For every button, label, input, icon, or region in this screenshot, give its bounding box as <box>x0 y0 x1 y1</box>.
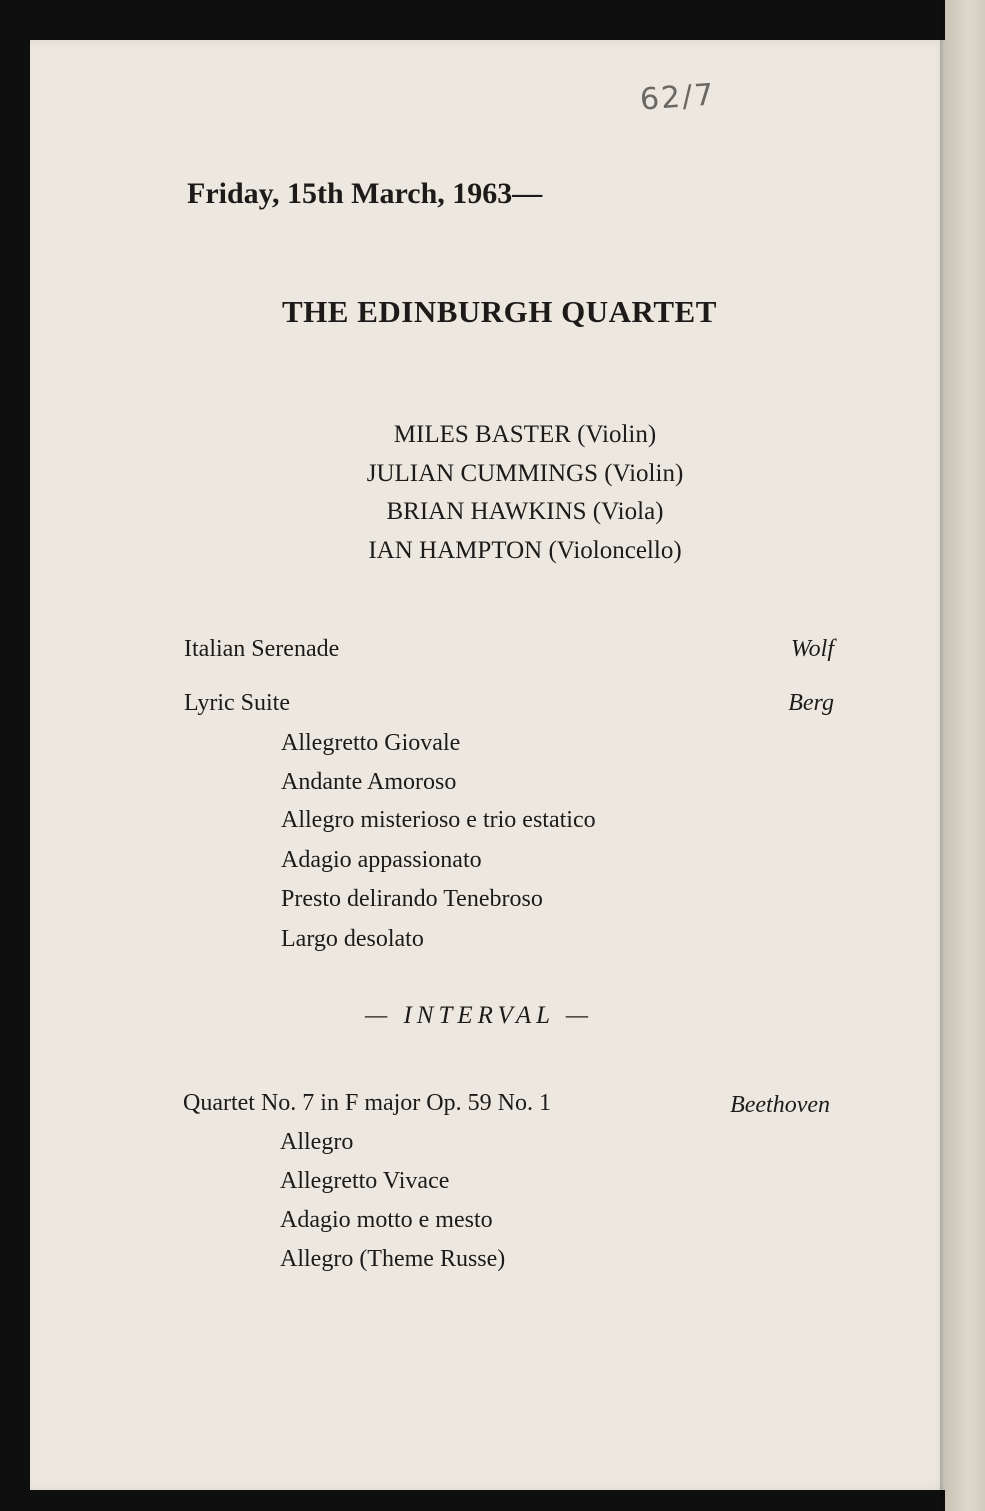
work-composer: Berg <box>788 690 834 716</box>
programme-page <box>30 40 948 1490</box>
performer-list <box>30 416 980 570</box>
concert-date: Friday, 15th March, 1963— <box>187 177 543 210</box>
movement-item: Adagio motto e mesto <box>280 1207 493 1233</box>
work-title: Quartet No. 7 in F major Op. 59 No. 1 <box>183 1090 551 1116</box>
movement-item: Presto delirando Tenebroso <box>281 886 543 912</box>
interval-divider: — INTERVAL — <box>365 1002 594 1029</box>
adjacent-page-edge <box>945 0 985 1511</box>
movement-item: Adagio appassionato <box>281 847 482 873</box>
work-title: Italian Serenade <box>184 636 340 662</box>
performer-item: JULIAN CUMMINGS (Violin) <box>366 459 684 487</box>
work-title: Lyric Suite <box>184 690 290 716</box>
ensemble-title: THE EDINBURGH QUARTET <box>282 294 717 329</box>
work-composer: Wolf <box>790 636 834 662</box>
movement-item: Allegro misterioso e trio estatico <box>281 807 596 833</box>
performer-item: IAN HAMPTON (Violoncello) <box>368 536 682 564</box>
movement-item: Allegretto Vivace <box>280 1168 450 1194</box>
pencil-annotation: 62/7 <box>638 77 717 118</box>
movement-item: Allegretto Giovale <box>281 730 461 756</box>
movement-item: Allegro <box>280 1129 354 1155</box>
performer-item: BRIAN HAWKINS (Viola) <box>386 498 664 525</box>
movement-item: Andante Amoroso <box>281 769 457 795</box>
performer-item: MILES BASTER (Violin) <box>393 421 657 448</box>
work-composer: Beethoven <box>730 1092 830 1118</box>
movement-item: Largo desolato <box>281 926 424 952</box>
movement-item: Allegro (Theme Russe) <box>280 1246 506 1272</box>
